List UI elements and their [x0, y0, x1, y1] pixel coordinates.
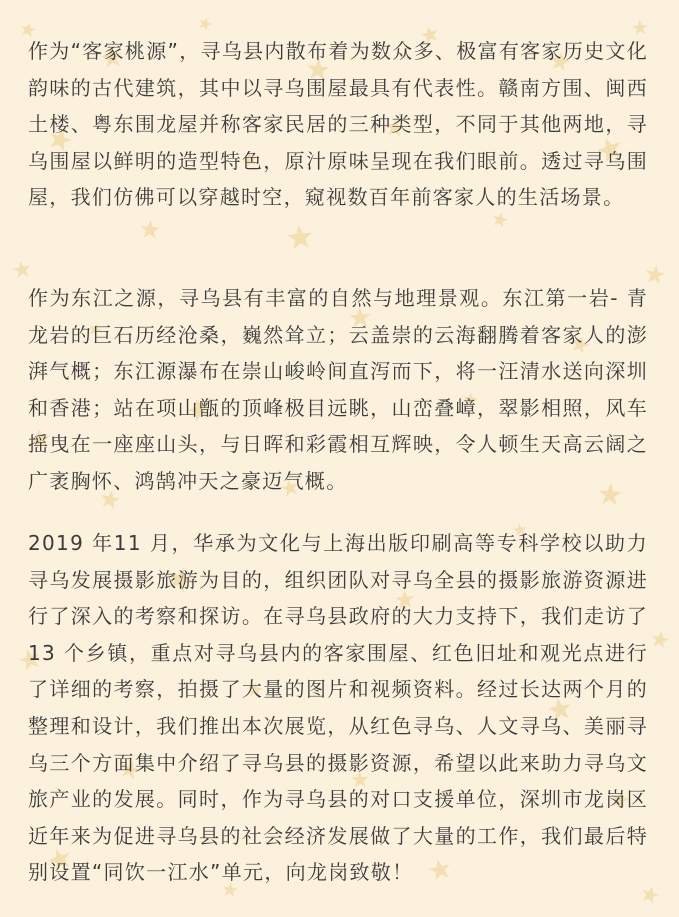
paragraph-natural-landscape: 作为东江之源，寻乌县有丰富的自然与地理景观。东江第一岩- 青龙岩的巨石历经沧桑，巍然耸立；云盖崇的云海翻腾着客家人的澎湃气概；东江源瀑布在崇山峻岭间直泻而下，将一汪清水送向深圳和香港；站在项山甑的顶峰极目远眺，山峦叠嶂，翠影相照，风车摇曳在一座座山头，与日晖和彩霞相互辉映，令人顿生天高云阔之广袤胸怀、鸿鹄冲天之豪迈气概。 — [28, 286, 648, 493]
paragraph-exhibition-background: 2019 年11 月，华承为文化与上海出版印刷高等专科学校以助力寻乌发展摄影旅游为目的，组织团队对寻乌全县的摄影旅游资源进行了深入的考察和探访。在寻乌县政府的大力支持下，我们走访了13 个乡镇，重点对寻乌县内的客家围屋、红色旧址和观光点进行了详细的考察，拍摄了大量的图片和视频资料。经过长达两个月的整理和设计，我们推出本次展览，从红色寻乌、人文寻乌、美丽寻乌三个方面集中介绍了寻乌县的摄影资源，希望以此来助力寻乌文旅产业的发展。同时，作为寻乌县的对口支援单位，深圳市龙岗区近年来为促进寻乌县的社会经济发展做了大量的工作，我们最后特别设置“同饮一江水”单元，向龙岗致敬！ — [28, 531, 648, 885]
paragraph-hakka-architecture: 作为“客家桃源”，寻乌县内散布着为数众多、极富有客家历史文化韵味的古代建筑，其中以寻乌围屋最具有代表性。赣南方围、闽西土楼、粤东围龙屋并称客家民居的三种类型，不同于其他两地，寻乌围屋以鲜明的造型特色，原汁原味呈现在我们眼前。透过寻乌围屋，我们仿佛可以穿越时空，窥视数百年前客家人的生活场景。 — [28, 39, 648, 210]
article-body — [12, 12, 660, 905]
